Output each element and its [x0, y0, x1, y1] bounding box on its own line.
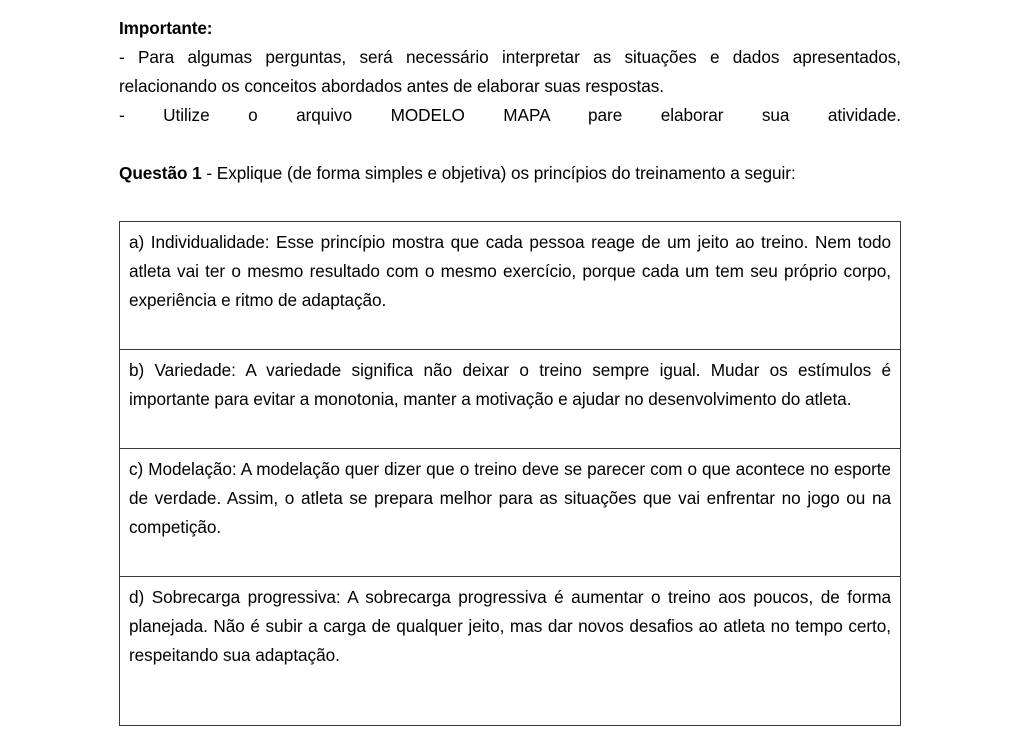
important-heading: Importante:	[119, 18, 213, 38]
question-label: Questão 1	[119, 163, 202, 183]
table-row	[120, 350, 901, 449]
table-row	[120, 577, 901, 726]
document-content	[119, 14, 901, 726]
question-block	[119, 159, 901, 188]
answer-cell-d[interactable]	[120, 577, 901, 726]
answer-text-b: b) Variedade: A variedade significa não deixar o treino sempre igual. Mudar os estímulos é importante para evitar a monotonia, manter a motivação e ajudar no desenvolvimento do atleta.	[129, 360, 891, 409]
answers-table	[119, 221, 901, 726]
answer-cell-a[interactable]	[120, 222, 901, 350]
answer-cell-c[interactable]	[120, 449, 901, 577]
cell-spacer	[129, 542, 891, 570]
important-paragraph-1: - Para algumas perguntas, será necessário interpretar as situações e dados apresentados, relacionando os conceitos abordados antes de elaborar suas respostas.	[119, 47, 901, 96]
cell-spacer	[129, 315, 891, 343]
table-row	[120, 449, 901, 577]
answer-text-a: a) Individualidade: Esse princípio mostra que cada pessoa reage de um jeito ao treino. Nem todo atleta vai ter o mesmo resultado com o mesmo exercício, porque cada um tem seu próprio corpo, experiência e ritmo de adaptação.	[129, 232, 891, 310]
important-paragraph-2: - Utilize o arquivo MODELO MAPA pare elaborar sua atividade.	[119, 105, 901, 125]
cell-spacer	[129, 670, 891, 719]
answer-text-c: c) Modelação: A modelação quer dizer que o treino deve se parecer com o que acontece no esporte de verdade. Assim, o atleta se prepara melhor para as situações que vai enfrentar no jogo ou na competição.	[129, 459, 891, 537]
cell-spacer	[129, 414, 891, 442]
question-text: - Explique (de forma simples e objetiva) os princípios do treinamento a seguir:	[201, 163, 796, 183]
important-notice-block	[119, 14, 901, 130]
table-row	[120, 222, 901, 350]
answer-text-d: d) Sobrecarga progressiva: A sobrecarga progressiva é aumentar o treino aos poucos, de forma planejada. Não é subir a carga de qualquer jeito, mas dar novos desafios ao atleta no tempo certo, respeitando sua adaptação.	[129, 587, 891, 665]
answer-cell-b[interactable]	[120, 350, 901, 449]
